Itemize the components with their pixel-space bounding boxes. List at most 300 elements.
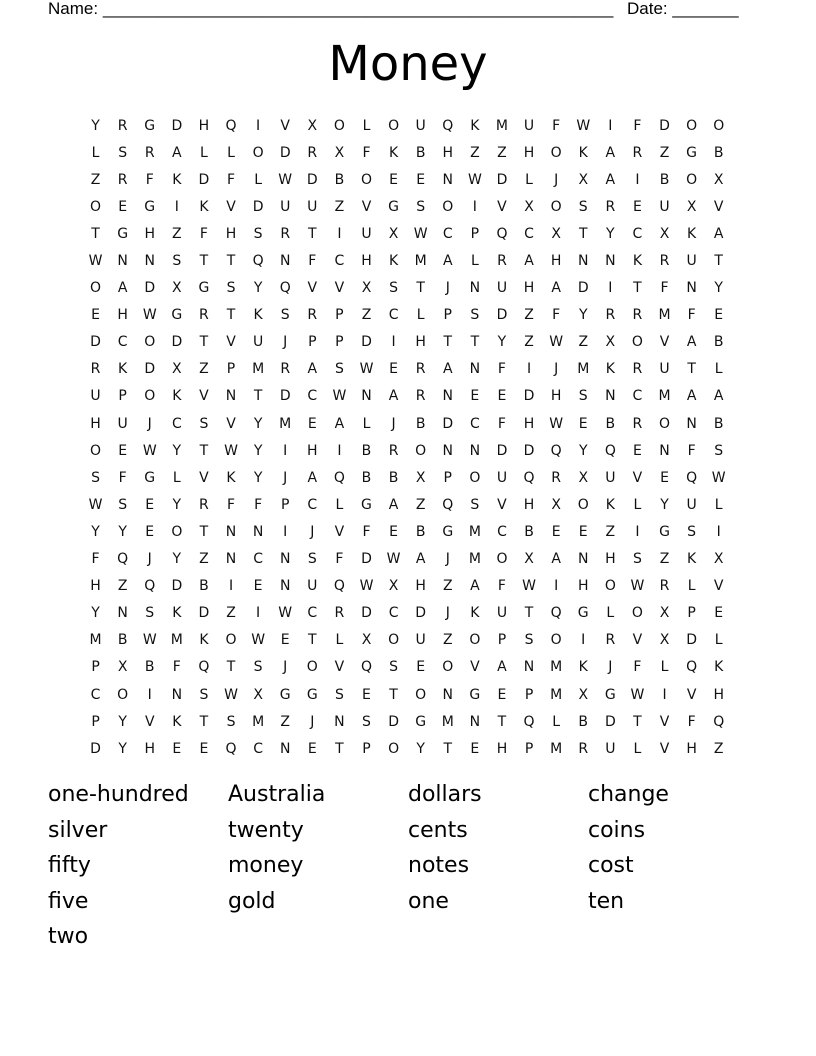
grid-letter[interactable]: I (635, 523, 640, 540)
grid-letter[interactable]: N (659, 442, 670, 459)
grid-letter[interactable]: D (252, 198, 264, 215)
grid-letter[interactable]: O (686, 171, 698, 188)
grid-letter[interactable]: J (445, 605, 450, 622)
grid-letter[interactable]: A (117, 280, 128, 297)
grid-letter[interactable]: Q (252, 253, 264, 270)
grid-letter[interactable]: Z (199, 551, 209, 568)
grid-letter[interactable]: V (497, 496, 507, 513)
grid-letter[interactable]: G (144, 117, 156, 134)
grid-letter[interactable]: J (391, 415, 396, 432)
grid-letter[interactable]: S (226, 713, 236, 730)
grid-letter[interactable]: Z (117, 578, 128, 595)
grid-letter[interactable]: I (147, 686, 152, 703)
grid-letter[interactable]: W (142, 442, 157, 459)
grid-letter[interactable]: B (117, 632, 128, 649)
grid-letter[interactable]: Z (713, 740, 724, 757)
grid-letter[interactable]: H (117, 307, 128, 324)
grid-letter[interactable]: N (225, 388, 237, 405)
grid-letter[interactable]: U (117, 415, 128, 432)
grid-letter[interactable]: A (497, 659, 507, 676)
grid-letter[interactable]: W (224, 442, 238, 459)
grid-letter[interactable]: D (686, 632, 697, 649)
grid-letter[interactable]: C (171, 415, 182, 432)
grid-letter[interactable]: M (577, 361, 590, 378)
grid-letter[interactable]: M (441, 713, 454, 730)
grid-letter[interactable]: W (386, 551, 401, 568)
grid-letter[interactable]: Q (686, 659, 698, 676)
grid-letter[interactable]: H (442, 144, 454, 161)
grid-letter[interactable]: B (144, 659, 155, 676)
grid-letter[interactable]: F (497, 578, 506, 595)
grid-letter[interactable]: O (631, 605, 643, 622)
grid-letter[interactable]: R (632, 361, 643, 378)
grid-letter[interactable]: N (171, 686, 183, 703)
grid-letter[interactable]: U (496, 605, 508, 622)
grid-letter[interactable]: N (361, 388, 372, 405)
grid-letter[interactable]: K (605, 496, 615, 513)
grid-letter[interactable]: A (686, 388, 697, 405)
grid-letter[interactable]: T (199, 442, 209, 459)
grid-letter[interactable]: R (605, 632, 616, 649)
grid-letter[interactable]: C (334, 253, 345, 270)
grid-letter[interactable]: P (687, 605, 696, 622)
grid-letter[interactable]: A (713, 225, 724, 242)
grid-letter[interactable]: V (307, 280, 318, 297)
name-field[interactable] (48, 0, 613, 18)
grid-letter[interactable]: D (171, 334, 183, 351)
grid-letter[interactable]: I (608, 117, 613, 134)
grid-letter[interactable]: P (362, 740, 371, 757)
grid-letter[interactable]: W (711, 469, 726, 486)
grid-letter[interactable]: R (280, 361, 291, 378)
grid-letter[interactable]: R (388, 442, 399, 459)
grid-letter[interactable]: U (659, 198, 670, 215)
grid-letter[interactable]: D (279, 144, 291, 161)
grid-letter[interactable]: S (362, 713, 371, 730)
grid-letter[interactable]: V (280, 117, 290, 134)
grid-letter[interactable]: F (362, 144, 371, 161)
grid-letter[interactable]: G (144, 198, 156, 215)
grid-letter[interactable]: Q (333, 578, 345, 595)
grid-letter[interactable]: B (415, 144, 426, 161)
grid-letter[interactable]: F (497, 361, 506, 378)
grid-letter[interactable]: P (470, 225, 480, 242)
grid-letter[interactable]: U (415, 117, 426, 134)
grid-letter[interactable]: I (256, 117, 261, 134)
grid-letter[interactable]: L (633, 740, 642, 757)
grid-letter[interactable]: O (306, 659, 318, 676)
grid-letter[interactable]: V (334, 523, 345, 540)
grid-letter[interactable]: P (280, 496, 290, 513)
grid-letter[interactable]: T (226, 659, 236, 676)
grid-letter[interactable]: K (253, 307, 263, 324)
grid-letter[interactable]: Q (604, 442, 616, 459)
grid-letter[interactable]: A (605, 171, 616, 188)
grid-letter[interactable]: V (686, 686, 697, 703)
grid-letter[interactable]: D (659, 117, 670, 134)
grid-letter[interactable]: T (443, 334, 453, 351)
grid-letter[interactable]: T (226, 307, 236, 324)
grid-letter[interactable]: Y (172, 496, 182, 513)
grid-letter[interactable]: V (199, 469, 209, 486)
grid-letter[interactable]: N (442, 171, 453, 188)
grid-letter[interactable]: T (226, 253, 236, 270)
grid-letter[interactable]: X (551, 225, 561, 242)
grid-letter[interactable]: D (361, 551, 372, 568)
grid-letter[interactable]: P (524, 686, 534, 703)
grid-letter[interactable]: H (577, 578, 589, 595)
grid-letter[interactable]: E (632, 442, 642, 459)
grid-letter[interactable]: X (578, 171, 589, 188)
grid-letter[interactable]: K (172, 171, 182, 188)
grid-letter[interactable]: I (337, 225, 342, 242)
grid-letter[interactable]: G (144, 469, 156, 486)
grid-letter[interactable]: B (659, 171, 670, 188)
grid-letter[interactable]: A (605, 144, 616, 161)
grid-letter[interactable]: K (470, 605, 480, 622)
grid-letter[interactable]: I (662, 686, 667, 703)
grid-letter[interactable]: S (91, 469, 100, 486)
grid-letter[interactable]: E (199, 740, 209, 757)
grid-letter[interactable]: B (605, 415, 616, 432)
grid-letter[interactable]: Q (360, 659, 372, 676)
grid-letter[interactable]: N (442, 686, 453, 703)
grid-letter[interactable]: P (226, 361, 236, 378)
grid-letter[interactable]: W (88, 253, 103, 270)
grid-letter[interactable]: O (388, 740, 400, 757)
grid-letter[interactable]: O (415, 686, 427, 703)
grid-letter[interactable]: W (142, 632, 157, 649)
grid-letter[interactable]: A (524, 253, 534, 270)
grid-letter[interactable]: L (362, 117, 371, 134)
grid-letter[interactable]: F (308, 253, 317, 270)
grid-letter[interactable]: W (278, 171, 293, 188)
grid-letter[interactable]: C (442, 225, 453, 242)
grid-letter[interactable]: X (388, 225, 399, 242)
grid-letter[interactable]: O (631, 334, 643, 351)
grid-letter[interactable]: H (550, 253, 562, 270)
grid-letter[interactable]: R (307, 144, 318, 161)
grid-letter[interactable]: U (361, 225, 372, 242)
grid-letter[interactable]: H (307, 442, 318, 459)
grid-letter[interactable]: P (91, 713, 100, 730)
grid-letter[interactable]: I (581, 632, 586, 649)
grid-letter[interactable]: A (470, 578, 480, 595)
grid-letter[interactable]: K (632, 253, 643, 270)
grid-letter[interactable]: Z (415, 496, 426, 513)
grid-letter[interactable]: D (442, 415, 454, 432)
grid-letter[interactable]: B (415, 523, 426, 540)
grid-letter[interactable]: X (117, 659, 128, 676)
grid-letter[interactable]: P (443, 469, 452, 486)
grid-letter[interactable]: M (414, 253, 427, 270)
grid-letter[interactable]: F (118, 469, 127, 486)
grid-letter[interactable]: S (226, 280, 236, 297)
grid-letter[interactable]: U (496, 280, 508, 297)
grid-letter[interactable]: O (333, 117, 345, 134)
grid-letter[interactable]: F (633, 659, 642, 676)
grid-letter[interactable]: A (388, 496, 399, 513)
grid-letter[interactable]: N (225, 523, 237, 540)
grid-letter[interactable]: C (307, 496, 318, 513)
grid-letter[interactable]: Y (118, 740, 127, 757)
grid-letter[interactable]: V (713, 198, 724, 215)
grid-letter[interactable]: G (604, 686, 616, 703)
grid-letter[interactable]: D (306, 171, 318, 188)
grid-letter[interactable]: Z (524, 334, 534, 351)
grid-letter[interactable]: R (659, 578, 670, 595)
grid-letter[interactable]: A (415, 551, 426, 568)
grid-letter[interactable]: R (307, 307, 318, 324)
grid-letter[interactable]: F (687, 307, 696, 324)
grid-letter[interactable]: J (554, 361, 559, 378)
grid-letter[interactable]: E (632, 198, 642, 215)
grid-letter[interactable]: N (225, 551, 237, 568)
grid-letter[interactable]: B (334, 171, 345, 188)
grid-letter[interactable]: O (360, 171, 372, 188)
grid-letter[interactable]: J (310, 713, 315, 730)
grid-letter[interactable]: B (361, 442, 372, 459)
grid-letter[interactable]: L (254, 171, 263, 188)
grid-letter[interactable]: N (117, 253, 128, 270)
grid-letter[interactable]: M (252, 361, 265, 378)
grid-letter[interactable]: N (144, 253, 155, 270)
grid-letter[interactable]: Y (416, 740, 425, 757)
grid-letter[interactable]: R (632, 307, 643, 324)
grid-letter[interactable]: N (469, 361, 481, 378)
grid-letter[interactable]: S (199, 686, 209, 703)
grid-letter[interactable]: G (171, 307, 183, 324)
grid-letter[interactable]: W (278, 605, 293, 622)
grid-letter[interactable]: G (279, 686, 291, 703)
grid-letter[interactable]: U (659, 361, 670, 378)
grid-letter[interactable]: L (687, 578, 696, 595)
grid-letter[interactable]: M (468, 551, 481, 568)
grid-letter[interactable]: K (199, 198, 209, 215)
grid-letter[interactable]: K (172, 713, 182, 730)
grid-letter[interactable]: Z (659, 144, 670, 161)
grid-letter[interactable]: Q (442, 117, 454, 134)
grid-letter[interactable]: O (388, 632, 400, 649)
grid-letter[interactable]: D (523, 442, 535, 459)
grid-letter[interactable]: E (497, 388, 507, 405)
grid-letter[interactable]: P (335, 334, 344, 351)
grid-letter[interactable]: E (470, 388, 480, 405)
grid-letter[interactable]: X (334, 144, 345, 161)
grid-letter[interactable]: H (144, 225, 155, 242)
grid-letter[interactable]: O (90, 442, 102, 459)
grid-letter[interactable]: V (334, 280, 345, 297)
grid-letter[interactable]: B (199, 578, 209, 595)
grid-letter[interactable]: O (550, 632, 562, 649)
grid-letter[interactable]: O (550, 198, 562, 215)
grid-letter[interactable]: N (469, 713, 481, 730)
grid-letter[interactable]: T (199, 334, 209, 351)
grid-letter[interactable]: V (659, 334, 670, 351)
grid-letter[interactable]: L (552, 713, 561, 730)
grid-letter[interactable]: W (251, 632, 266, 649)
grid-letter[interactable]: U (307, 578, 318, 595)
grid-letter[interactable]: W (224, 686, 238, 703)
grid-letter[interactable]: N (577, 253, 589, 270)
grid-letter[interactable]: Y (91, 605, 100, 622)
grid-letter[interactable]: T (524, 605, 534, 622)
grid-letter[interactable]: T (335, 740, 344, 757)
grid-letter[interactable]: E (470, 740, 480, 757)
grid-letter[interactable]: F (660, 280, 669, 297)
grid-letter[interactable]: K (172, 605, 182, 622)
grid-letter[interactable]: Q (117, 551, 129, 568)
grid-letter[interactable]: K (470, 117, 480, 134)
grid-letter[interactable]: V (659, 740, 670, 757)
grid-letter[interactable]: Q (550, 605, 562, 622)
grid-letter[interactable]: L (660, 659, 669, 676)
grid-letter[interactable]: X (524, 198, 534, 215)
grid-letter[interactable]: D (415, 605, 427, 622)
grid-letter[interactable]: I (228, 578, 234, 595)
grid-letter[interactable]: C (632, 225, 643, 242)
grid-letter[interactable]: Y (253, 415, 263, 432)
grid-letter[interactable]: O (713, 117, 725, 134)
grid-letter[interactable]: I (283, 442, 288, 459)
grid-letter[interactable]: O (442, 198, 454, 215)
grid-letter[interactable]: B (415, 415, 426, 432)
grid-letter[interactable]: J (283, 334, 288, 351)
grid-letter[interactable]: S (334, 686, 344, 703)
grid-letter[interactable]: T (687, 361, 696, 378)
grid-letter[interactable]: T (308, 225, 317, 242)
grid-letter[interactable]: J (310, 523, 315, 540)
grid-letter[interactable]: V (659, 713, 670, 730)
grid-letter[interactable]: H (90, 578, 101, 595)
grid-letter[interactable]: A (551, 280, 561, 297)
grid-letter[interactable]: L (200, 144, 208, 161)
grid-letter[interactable]: R (199, 496, 209, 513)
grid-letter[interactable]: S (145, 605, 155, 622)
grid-letter[interactable]: Z (90, 171, 101, 188)
grid-letter[interactable]: F (552, 307, 561, 324)
grid-letter[interactable]: O (117, 686, 129, 703)
grid-letter[interactable]: W (522, 578, 536, 595)
grid-letter[interactable]: B (361, 469, 372, 486)
date-field[interactable] (627, 0, 739, 18)
grid-letter[interactable]: C (253, 740, 263, 757)
grid-letter[interactable]: F (172, 659, 181, 676)
grid-letter[interactable]: L (714, 361, 723, 378)
grid-letter[interactable]: T (199, 523, 209, 540)
grid-letter[interactable]: W (549, 415, 564, 432)
grid-letter[interactable]: R (632, 415, 643, 432)
grid-letter[interactable]: R (144, 144, 155, 161)
grid-letter[interactable]: Z (199, 361, 209, 378)
grid-letter[interactable]: R (280, 225, 291, 242)
grid-letter[interactable]: Z (470, 144, 480, 161)
grid-letter[interactable]: L (606, 605, 615, 622)
grid-letter[interactable]: R (199, 307, 209, 324)
grid-letter[interactable]: H (523, 280, 535, 297)
grid-letter[interactable]: I (391, 334, 396, 351)
grid-letter[interactable]: P (118, 388, 127, 405)
grid-letter[interactable]: M (279, 415, 292, 432)
grid-letter[interactable]: N (279, 551, 291, 568)
grid-letter[interactable]: E (416, 659, 426, 676)
grid-letter[interactable]: Y (91, 523, 100, 540)
grid-letter[interactable]: C (524, 225, 534, 242)
grid-letter[interactable]: H (90, 415, 101, 432)
grid-letter[interactable]: M (170, 632, 183, 649)
grid-letter[interactable]: P (91, 659, 100, 676)
grid-letter[interactable]: U (686, 253, 697, 270)
grid-letter[interactable]: T (91, 225, 100, 242)
grid-letter[interactable]: V (361, 198, 372, 215)
grid-letter[interactable]: U (686, 496, 697, 513)
grid-letter[interactable]: S (334, 361, 344, 378)
grid-letter[interactable]: N (577, 551, 589, 568)
grid-letter[interactable]: D (90, 740, 101, 757)
grid-letter[interactable]: L (335, 632, 344, 649)
grid-letter[interactable]: N (279, 578, 291, 595)
grid-letter[interactable]: K (687, 225, 697, 242)
grid-letter[interactable]: X (713, 171, 724, 188)
grid-letter[interactable]: W (413, 225, 428, 242)
grid-letter[interactable]: M (550, 740, 563, 757)
grid-letter[interactable]: X (686, 198, 697, 215)
grid-letter[interactable]: W (549, 334, 564, 351)
grid-letter[interactable]: B (713, 144, 724, 161)
grid-letter[interactable]: A (551, 551, 561, 568)
grid-letter[interactable]: F (552, 117, 561, 134)
grid-letter[interactable]: O (604, 578, 616, 595)
grid-letter[interactable]: J (554, 171, 559, 188)
grid-letter[interactable]: T (389, 686, 398, 703)
grid-letter[interactable]: W (630, 578, 645, 595)
grid-letter[interactable]: X (659, 225, 670, 242)
grid-letter[interactable]: O (144, 334, 156, 351)
grid-letter[interactable]: U (90, 388, 101, 405)
grid-letter[interactable]: Z (605, 523, 616, 540)
grid-letter[interactable]: V (632, 632, 643, 649)
grid-letter[interactable]: X (578, 469, 589, 486)
grid-letter[interactable]: H (523, 144, 535, 161)
grid-letter[interactable]: J (608, 659, 613, 676)
grid-letter[interactable]: Q (713, 713, 725, 730)
grid-letter[interactable]: A (172, 144, 182, 161)
grid-letter[interactable]: J (147, 551, 152, 568)
grid-letter[interactable]: H (523, 415, 535, 432)
grid-letter[interactable]: O (90, 280, 102, 297)
grid-letter[interactable]: U (252, 334, 264, 351)
grid-letter[interactable]: K (687, 551, 697, 568)
grid-letter[interactable]: S (687, 523, 697, 540)
grid-letter[interactable]: I (526, 361, 532, 378)
grid-letter[interactable]: L (714, 496, 723, 513)
grid-letter[interactable]: K (172, 388, 182, 405)
grid-letter[interactable]: Y (118, 713, 127, 730)
grid-letter[interactable]: D (496, 307, 508, 324)
grid-letter[interactable]: I (283, 523, 288, 540)
grid-letter[interactable]: Z (361, 307, 372, 324)
grid-letter[interactable]: X (713, 551, 724, 568)
grid-letter[interactable]: J (445, 280, 450, 297)
grid-letter[interactable]: E (551, 523, 561, 540)
grid-letter[interactable]: I (608, 280, 613, 297)
grid-letter[interactable]: E (145, 496, 155, 513)
grid-letter[interactable]: H (415, 578, 426, 595)
grid-letter[interactable]: O (252, 144, 264, 161)
grid-letter[interactable]: A (442, 361, 453, 378)
grid-letter[interactable]: S (416, 198, 426, 215)
grid-letter[interactable]: V (226, 198, 236, 215)
